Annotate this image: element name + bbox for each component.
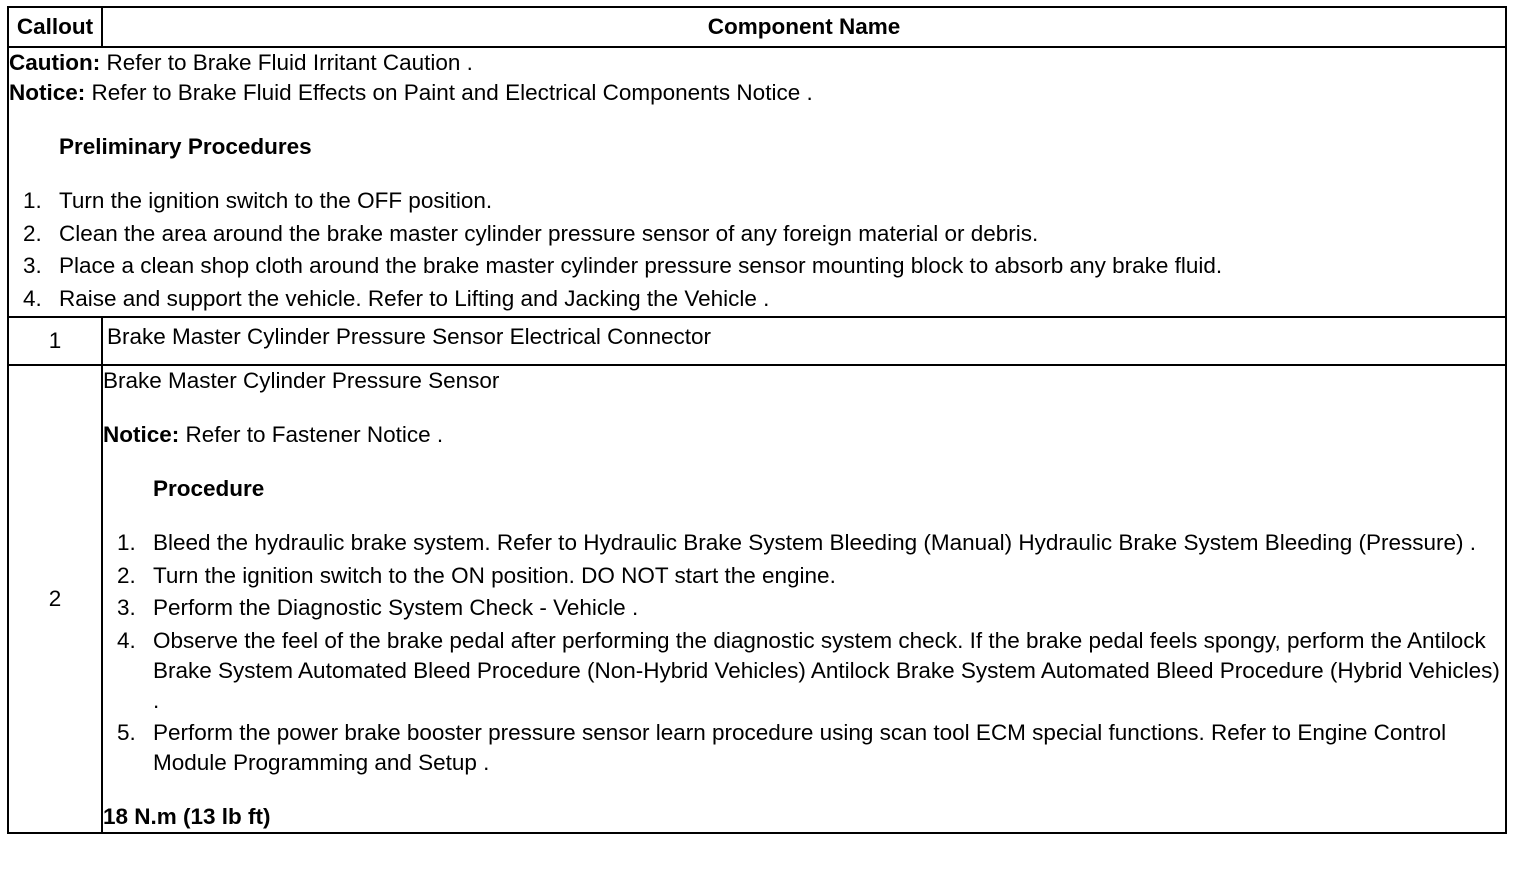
procedure-heading: Procedure [153, 476, 265, 501]
notice-line [103, 420, 1505, 450]
component-name: Brake Master Cylinder Pressure Sensor Electrical Connector [102, 317, 1506, 365]
step-text: Perform the power brake booster pressure sensor learn procedure using scan tool ECM special functions. Refer to Engine Control Module Programming and Setup . [153, 720, 1447, 775]
caution-line [9, 48, 1505, 78]
preliminary-heading: Preliminary Procedures [59, 134, 312, 159]
notice-text: Refer to Brake Fluid Effects on Paint and Electrical Components Notice . [85, 80, 813, 105]
procedure-steps [103, 528, 1505, 778]
step-text: Turn the ignition switch to the OFF position. [59, 188, 493, 213]
step-number: 3. [117, 595, 136, 620]
list-item [9, 186, 1505, 216]
component-name: Brake Master Cylinder Pressure Sensor [103, 368, 500, 393]
notice-line [9, 78, 1505, 108]
step-text: Observe the feel of the brake pedal after performing the diagnostic system check. If the brake pedal feels spongy, perform the Antilock Brake System Automated Bleed Procedure (Non-Hybrid Vehicles) Antilock Brake System Automated Bleed Procedure (Hybrid Vehicles) . [153, 627, 1500, 713]
torque-spec: 18 N.m (13 lb ft) [103, 804, 271, 829]
step-number: 3. [23, 253, 42, 278]
table-row [8, 317, 1506, 365]
preliminary-cell [8, 47, 1506, 317]
step-number: 5. [117, 720, 136, 745]
step-number: 4. [23, 285, 42, 311]
step-text: Turn the ignition switch to the ON position. DO NOT start the engine. [153, 562, 836, 588]
step-text: Raise and support the vehicle. Refer to Lifting and Jacking the Vehicle . [59, 285, 770, 311]
preliminary-row [8, 47, 1506, 317]
header-row [8, 7, 1506, 47]
callout-number: 1 [8, 317, 102, 365]
step-number: 1. [117, 530, 136, 555]
step-number: 1. [23, 188, 42, 213]
component-name-header: Component Name [102, 7, 1506, 47]
step-text: Perform the Diagnostic System Check - Vehicle . [153, 595, 639, 620]
callout-header: Callout [8, 7, 102, 47]
list-item [103, 593, 1505, 623]
step-number: 2. [23, 220, 42, 246]
list-item [103, 528, 1505, 558]
step-number: 4. [117, 627, 136, 653]
list-item [9, 219, 1505, 249]
step-text: Place a clean shop cloth around the brake master cylinder pressure sensor mounting block to absorb any brake fluid. [59, 253, 1223, 278]
procedure-table [7, 6, 1507, 834]
component-detail-cell [102, 365, 1506, 833]
list-item [103, 561, 1505, 591]
caution-text: Refer to Brake Fluid Irritant Caution . [100, 50, 473, 75]
notice-label: Notice: [103, 422, 180, 447]
step-text: Bleed the hydraulic brake system. Refer to Hydraulic Brake System Bleeding (Manual) Hydraulic Brake System Bleeding (Pressure) . [153, 530, 1477, 555]
callout-number: 2 [8, 365, 102, 833]
step-number: 2. [117, 562, 136, 588]
preliminary-steps [9, 186, 1505, 314]
table-row [8, 365, 1506, 833]
notice-text: Refer to Fastener Notice . [179, 422, 444, 447]
list-item [9, 251, 1505, 281]
list-item [9, 284, 1505, 314]
list-item [103, 626, 1505, 716]
step-text: Clean the area around the brake master cylinder pressure sensor of any foreign material or debris. [59, 220, 1039, 246]
list-item [103, 718, 1505, 778]
caution-label: Caution: [9, 50, 101, 75]
notice-label: Notice: [9, 80, 86, 105]
